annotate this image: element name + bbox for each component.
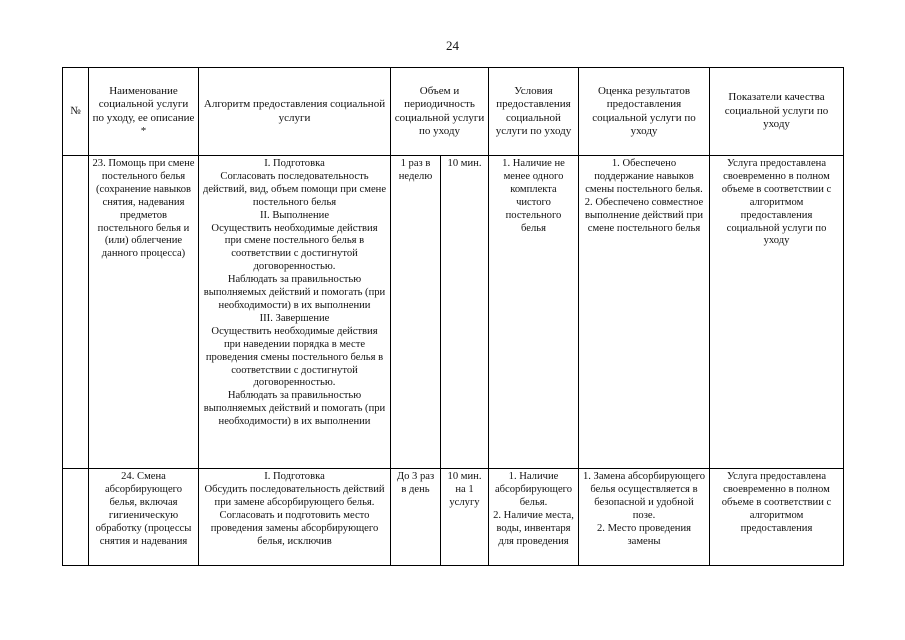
cell-quality [710,469,844,566]
page-number: 24 [446,38,459,53]
header-row [63,68,844,156]
algorithm-step-text: Осуществить необходимые действия при наведении порядка в месте проведения смены постельного белья в соответствии с достигнутой договоренностью. [205,325,384,389]
cell-service-name: 23. Помощь при смене постельного белья (сохранение навыков снятия, надевания предметов постельного белья и (или) облегчение данного процесса) [89,156,199,469]
evaluation-text [582,471,706,548]
cell-quality: Услуга предоставлена своевременно в полном объеме в соответствии с алгоритмом предоставления социальной услуги по уходу [710,156,844,469]
cell-duration: 10 мин. на 1 услугу [441,469,489,566]
algorithm-step-text: Осуществить необходимые действия при смене постельного белья в соответствии с достигнутой договоренностью. [211,222,378,273]
cell-conditions: 1. Наличие не менее одного комплекта чистого постельного белья [489,156,579,469]
cell-num [63,156,89,469]
cell-evaluation [579,156,710,469]
algorithm-step-text: Согласовать и подготовить место проведения замены абсорбирующего белья, исключив [210,509,379,547]
cell-evaluation [579,469,710,566]
service-name-text: 24. Смена абсорбирующего белья, включая гигиеническую обработку (процессы снятия и надевания [95,471,192,547]
cell-algorithm [199,469,391,566]
header-algorithm: Алгоритм предоставления социальной услуги [199,68,391,156]
condition-item: 2. Наличие места, воды, инвентаря для проведения [493,509,574,547]
header-quality: Показатели качества социальной услуги по уходу [710,68,844,156]
algorithm-step-text: Согласовать последовательность действий, вид, объем помощи при смене постельного белья [202,170,387,208]
algorithm-step-heading: II. Выполнение [259,209,330,221]
cell-algorithm [199,156,391,469]
algorithm-step-heading: I. Подготовка [264,471,325,482]
table-row [63,156,844,469]
header-evaluation: Оценка результатов предоставления социальной услуги по уходу [579,68,710,156]
cell-conditions [489,469,579,566]
evaluation-item: 1. Обеспечено поддержание навыков смены постельного белья. [585,158,703,195]
algorithm-step-text: Наблюдать за правильностью выполняемых действий и помогать (при необходимости) в их выполнении [203,274,386,311]
evaluation-item: 2. Место проведения замены [596,522,692,547]
header-name: Наименование социальной услуги по уходу, ее описание * [89,68,199,156]
header-num: № [63,68,89,156]
cell-duration: 10 мин. [441,156,489,469]
algorithm-step-text: Обсудить последовательность действий при замене абсорбирующего белья. [204,483,385,508]
algorithm-step-heading: I. Подготовка [264,158,325,169]
evaluation-item: 1. Замена абсорбирующего белья осуществляется в безопасной и удобной позе. [582,471,706,521]
header-volume: Объем и периодичность социальной услуги по уходу [391,68,489,156]
condition-item: 1. Наличие абсорбирующего белья. [494,471,573,508]
table-row [63,469,844,566]
algorithm-step-text: Наблюдать за правильностью выполняемых действий и помогать (при необходимости) в их выполнении [203,390,386,428]
algorithm-step-heading: III. Завершение [259,312,330,324]
cell-frequency: 1 раз в неделю [391,156,441,469]
cell-frequency: До 3 раз в день [391,469,441,566]
header-conditions: Условия предоставления социальной услуги по уходу [489,68,579,156]
quality-text: Услуга предоставлена своевременно в полном объеме в соответствии с алгоритмом предоставления [721,471,832,534]
cell-service-name [89,469,199,566]
cell-num [63,469,89,566]
services-table [62,67,844,566]
algorithm-text [202,471,387,548]
evaluation-item: 2. Обеспечено совместное выполнение действий при смене постельного белья [584,196,704,234]
conditions-text [492,471,575,548]
